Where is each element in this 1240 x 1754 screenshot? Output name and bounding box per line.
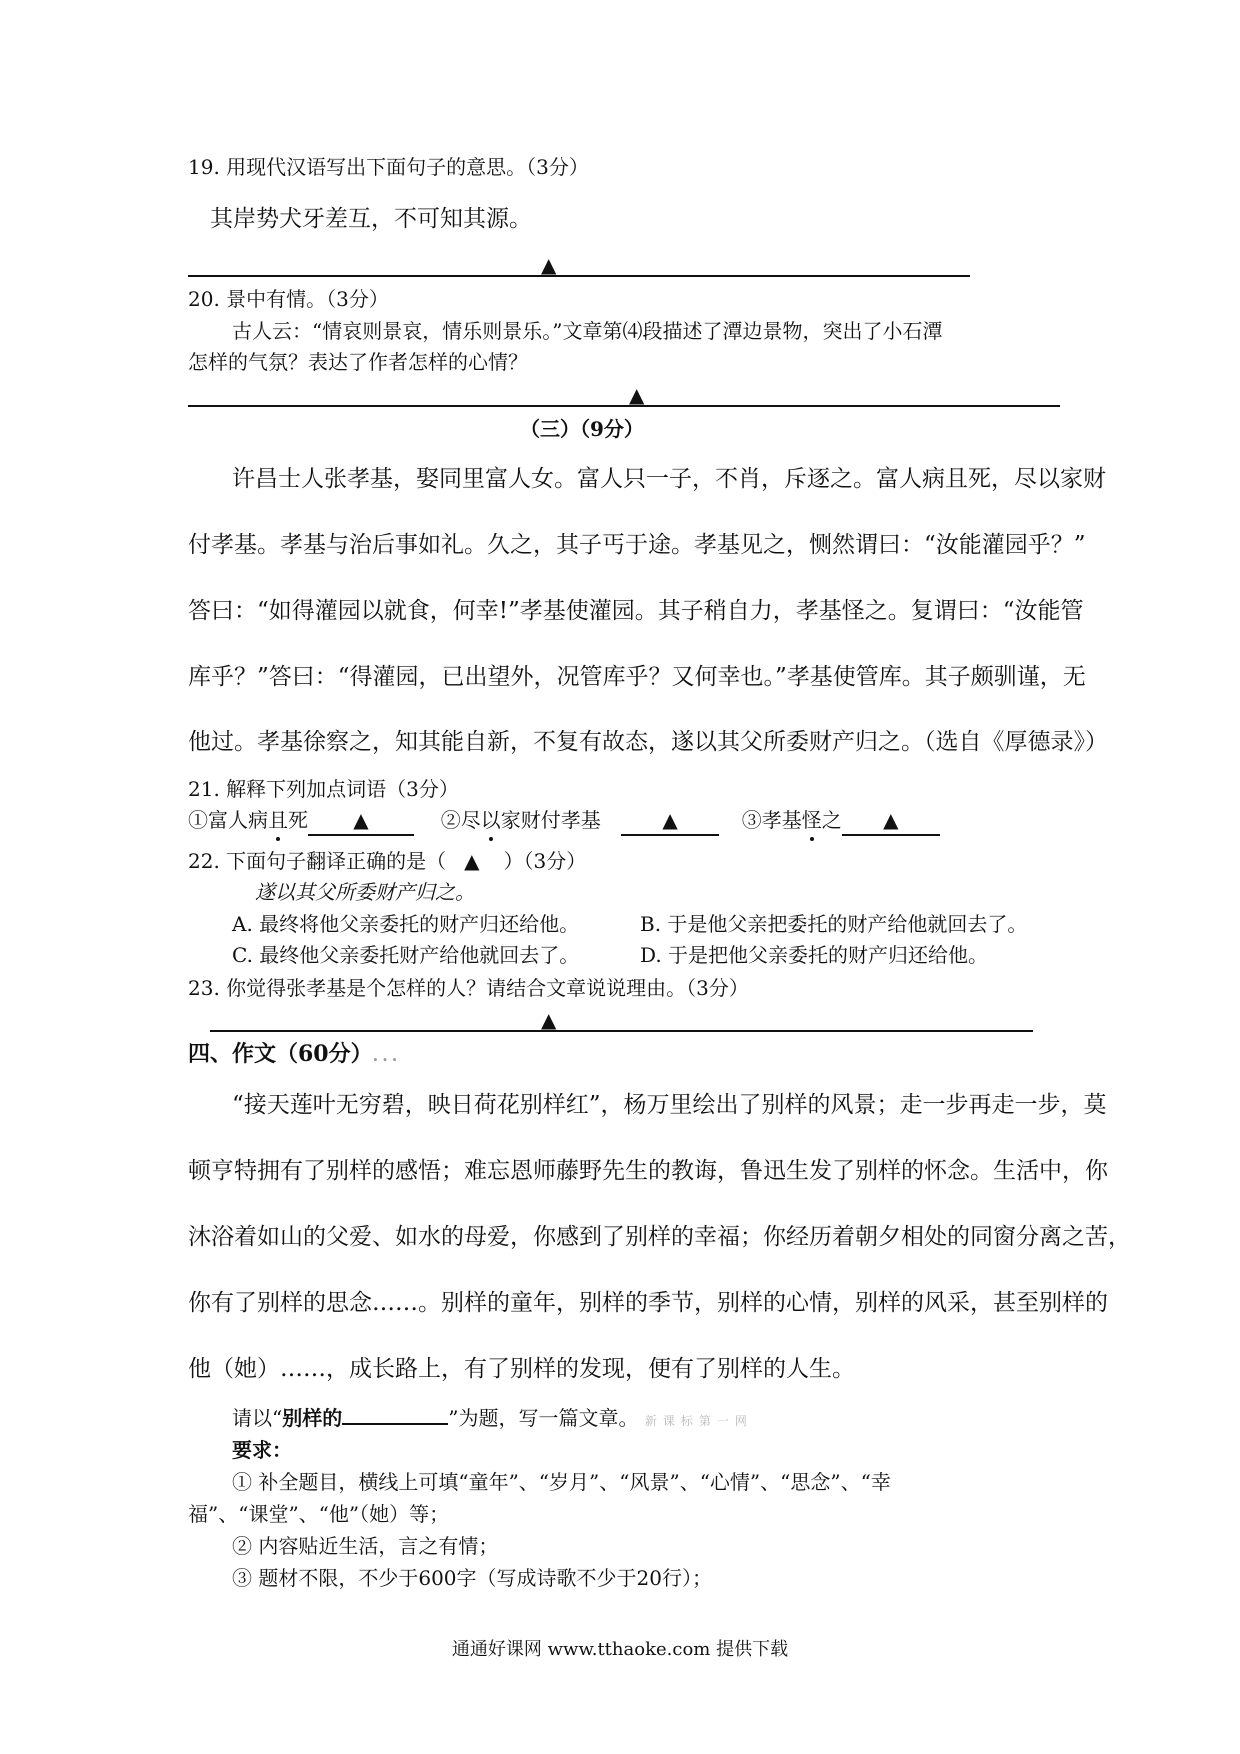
section3-passage-line-5: 他过。孝基徐察之，知其能自新，不复有故态，遂以其父所委财产归之。（选自《厚德录》） bbox=[188, 729, 1108, 755]
section4-heading: 四、作文（60分）... bbox=[188, 1041, 402, 1067]
section3-passage-line-4: 库乎？”答曰：“得灌园，已出望外，况管库乎？又何幸也。”孝基使管库。其子颇驯谨，无 bbox=[188, 664, 1086, 690]
section3-passage-line-3: 答曰：“如得灌园以就食，何幸!”孝基使灌园。其子稍自力，孝基怪之。复谓曰：“汝能管 bbox=[188, 598, 1084, 624]
q21-item-1-dotted-word: 且 bbox=[268, 808, 288, 832]
requirement-1-line-1: ① 补全题目，横线上可填“童年”、“岁月”、“风景”、“心情”、“思念”、“幸 bbox=[232, 1470, 891, 1494]
composition-task: 请以“别样的 ”为题，写一篇文章。 新课标第一网 bbox=[232, 1406, 753, 1430]
section4-passage-line-5: 他（她）……，成长路上，有了别样的发现，便有了别样的人生。 bbox=[188, 1356, 855, 1382]
requirement-3: ③ 题材不限，不少于600字（写成诗歌不少于20行）； bbox=[232, 1566, 712, 1590]
q21-item-2: ②尽以家财付孝基 bbox=[440, 808, 601, 832]
q19-sentence: 其岸势犬牙差互，不可知其源。 bbox=[210, 206, 532, 232]
q19-answer-mark: ▲ bbox=[541, 253, 557, 277]
section3-heading: （三）（9分） bbox=[520, 417, 644, 441]
q20-question-line-2: 怎样的气氛？表达了作者怎样的心情？ bbox=[188, 350, 528, 374]
q20-answer-mark: ▲ bbox=[629, 383, 645, 407]
section3-passage-line-2: 付孝基。孝基与治后事如礼。久之，其子丐于途。孝基见之，恻然谓曰：“汝能灌园乎？” bbox=[188, 532, 1086, 558]
requirement-2: ② 内容贴近生活，言之有情； bbox=[232, 1534, 499, 1558]
q22-prompt: 22. 下面句子翻译正确的是（ ▲ ）（3分） bbox=[188, 849, 587, 873]
page-footer: 通通好课网 www.tthaoke.com 提供下载 bbox=[451, 1639, 789, 1660]
q21-items bbox=[188, 806, 940, 836]
heading-dots: ... bbox=[372, 1046, 402, 1065]
requirements-heading: 要求： bbox=[232, 1438, 292, 1462]
q19-answer-line bbox=[188, 275, 970, 277]
q22-sentence: 遂以其父所委财产归之。 bbox=[255, 880, 475, 904]
title-blank bbox=[342, 1423, 448, 1425]
q21-item-1: ①富人病且死 bbox=[188, 808, 308, 832]
q22-option-c: C. 最终他父亲委托财产给他就回去了。 bbox=[232, 943, 580, 967]
q19-prompt: 19. 用现代汉语写出下面句子的意思。（3分） bbox=[188, 155, 589, 179]
q23-prompt: 23. 你觉得张孝基是个怎样的人？请结合文章说说理由。（3分） bbox=[188, 976, 749, 1000]
q20-prompt: 20. 景中有情。（3分） bbox=[188, 287, 389, 311]
q21-item-2-blank: ▲ bbox=[621, 806, 719, 836]
q21-item-3-blank: ▲ bbox=[842, 806, 940, 836]
requirement-1-line-2: 福”、“课堂”、“他”（她）等； bbox=[188, 1502, 450, 1526]
q21-prompt: 21. 解释下列加点词语（3分） bbox=[188, 777, 459, 801]
q20-answer-line bbox=[188, 405, 1060, 407]
q21-item-2-dotted-word: 以 bbox=[480, 808, 501, 832]
q22-answer-mark: ▲ bbox=[464, 849, 480, 873]
q23-answer-line bbox=[210, 1030, 1033, 1032]
q23-answer-mark: ▲ bbox=[541, 1008, 557, 1032]
section4-passage-line-3: 沐浴着如山的父爱、如水的母爱，你感到了别样的幸福；你经历着朝夕相处的同窗分离之苦， bbox=[188, 1224, 1131, 1250]
q22-option-a: A. 最终将他父亲委托的财产归还给他。 bbox=[232, 912, 580, 936]
q22-option-d: D. 于是把他父亲委托的财产归还给他。 bbox=[640, 943, 989, 967]
watermark: 新课标第一网 bbox=[644, 1414, 753, 1428]
q21-item-3: ③孝基怪之 bbox=[741, 808, 842, 832]
section4-passage-line-2: 顿亨特拥有了别样的感悟；难忘恩师藤野先生的教诲，鲁迅生发了别样的怀念。生活中，你 bbox=[188, 1158, 1108, 1184]
section4-passage-line-1: “接天莲叶无穷碧，映日荷花别样红”，杨万里绘出了别样的风景；走一步再走一步，莫 bbox=[232, 1092, 1107, 1118]
q20-question-line-1: 古人云：“情哀则景哀，情乐则景乐。”文章第⑷段描述了潭边景物，突出了小石潭 bbox=[232, 319, 943, 343]
section3-passage-line-1: 许昌士人张孝基，娶同里富人女。富人只一子，不肖，斥逐之。富人病且死，尽以家财 bbox=[232, 466, 1106, 492]
section4-passage-line-4: 你有了别样的思念……。别样的童年，别样的季节，别样的心情，别样的风采，甚至别样的 bbox=[188, 1290, 1108, 1316]
q21-item-3-dotted-word: 怪 bbox=[801, 808, 822, 832]
q22-option-b: B. 于是他父亲把委托的财产给他就回去了。 bbox=[640, 912, 1028, 936]
q21-item-1-blank: ▲ bbox=[308, 806, 414, 836]
